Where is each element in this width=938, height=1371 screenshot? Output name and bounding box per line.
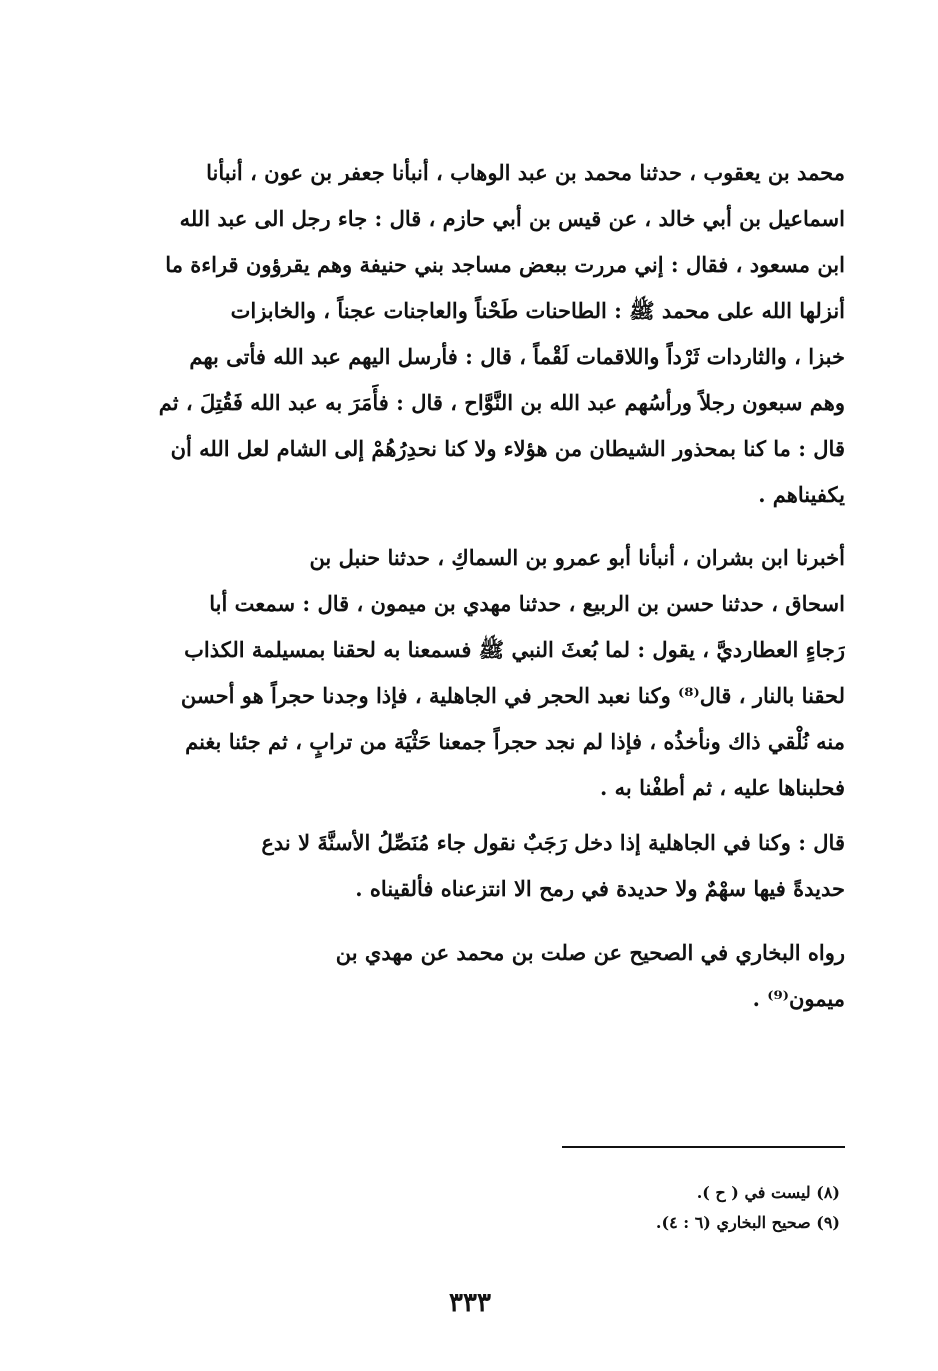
text-line: اسماعيل بن أبي خالد ، عن قيس بن أبي حازم ، قال : جاء رجل الى عبد الله xyxy=(179,206,845,231)
text-line: قال : ما كنا بمحذور الشيطان من هؤلاء ولا كنا نحدِرُهُمْ إلى الشام لعل الله أن xyxy=(170,436,845,461)
paragraph-2 xyxy=(110,535,845,811)
text-line: أخبرنا ابن بشران ، أنبأنا أبو عمرو بن السماكِ ، حدثنا حنبل بن xyxy=(309,545,845,570)
page-number: ٣٣٣ xyxy=(449,1288,491,1318)
text-line: اسحاق ، حدثنا حسن بن الربيع ، حدثنا مهدي بن ميمون ، قال : سمعت أبا xyxy=(209,591,845,616)
text-line: أنزلها الله على محمد ﷺ : الطاحنات طَحْناً والعاجنات عجناً ، والخابزات xyxy=(230,298,845,323)
footnote-divider xyxy=(562,1146,845,1148)
text-line: منه نُلْقي ذاك ونأخذُه ، فإذا لم نجد حجراً جمعنا حَثْيَة من ترابٍ ، ثم جئنا بغنم xyxy=(185,729,845,754)
paragraph-1 xyxy=(110,150,845,518)
text-line: ميمون⁽⁹⁾ . xyxy=(752,986,845,1011)
paragraph-4 xyxy=(110,930,845,1022)
text-line: رَجاءٍ العطارديَّ ، يقول : لما بُعثَ النبي ﷺ فسمعنا به لحقنا بمسيلمة الكذاب xyxy=(184,637,845,662)
text-line: وهم سبعون رجلاً ورأسُهم عبد الله بن النَّوَّاح ، قال : فأَمَرَ به عبد الله فَقُتِلَ ، ثم xyxy=(158,390,845,415)
footnotes xyxy=(540,1178,840,1238)
text-line: فحلبناها عليه ، ثم أطفْنا به . xyxy=(600,775,845,800)
text-line: لحقنا بالنار ، قال⁽⁸⁾ وكنا نعبد الحجر في الجاهلية ، فإذا وجدنا حجراً هو أحسن xyxy=(180,683,845,708)
text-line: ابن مسعود ، فقال : إني مررت ببعض مساجد بني حنيفة وهم يقرؤون قراءة ما xyxy=(165,252,845,277)
text-line: محمد بن يعقوب ، حدثنا محمد بن عبد الوهاب ، أنبأنا جعفر بن عون ، أنبأنا xyxy=(206,160,845,185)
footnote-8: (٨) ليست في ( ح ). xyxy=(696,1183,840,1202)
footnote-9: (٩) صحيح البخاري (٦ : ٤). xyxy=(655,1213,840,1232)
text-line: قال : وكنا في الجاهلية إذا دخل رَجَبٌ نقول جاء مُنَصِّلُ الأسنَّةَ لا ندع xyxy=(261,830,845,855)
text-line: رواه البخاري في الصحيح عن صلت بن محمد عن مهدي بن xyxy=(335,940,845,965)
text-line: حديدةً فيها سهْمٌ ولا حديدة في رمح الا انتزعناه فألقيناه . xyxy=(355,876,845,901)
text-line: خبزا ، والثاردات ثَرْداً واللاقمات لَقْماً ، قال : فأرسل اليهم عبد الله فأتى بهم xyxy=(189,344,845,369)
paragraph-3 xyxy=(110,820,845,912)
text-line: يكفيناهم . xyxy=(758,482,845,507)
